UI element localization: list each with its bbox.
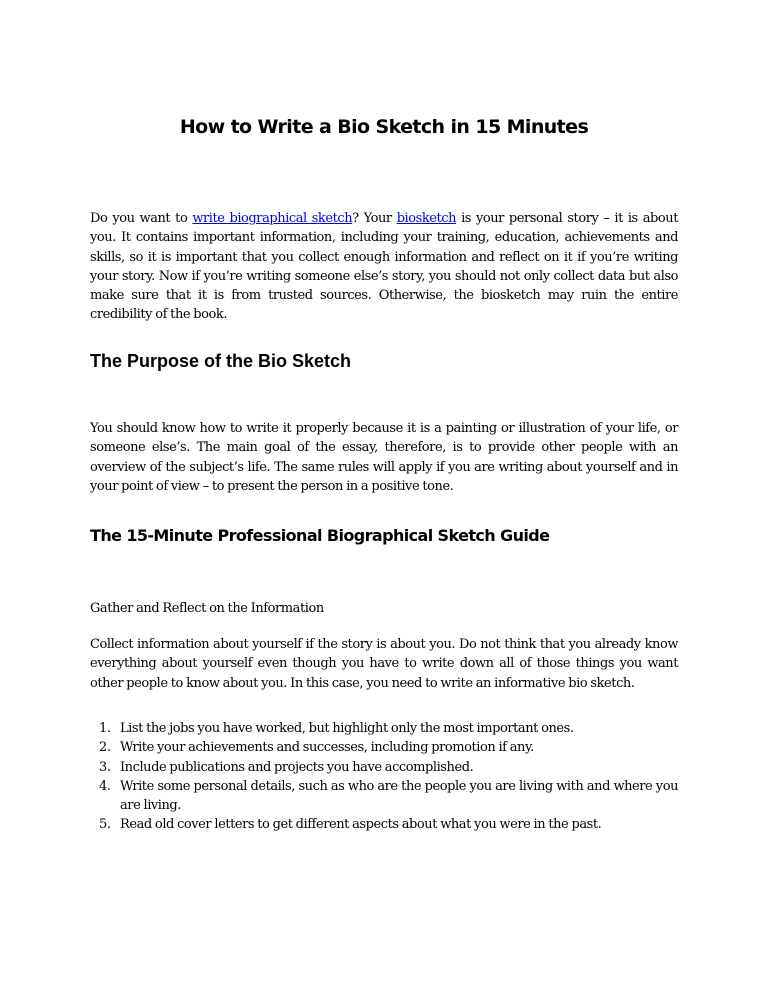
- purpose-heading: The Purpose of the Bio Sketch: [90, 351, 352, 371]
- list-item-number: 1.: [99, 721, 111, 736]
- list-item: [90, 777, 678, 816]
- list-item: [90, 758, 678, 777]
- list-item-number: 4.: [99, 778, 111, 794]
- intro-text-1: Do you want to: [90, 211, 193, 226]
- purpose-paragraph: You should know how to write it properly because it is a painting or illustration of your life, or someone else’s. The main goal of the essay, therefore, is to provide other people with an overview of the subject’s life. The same rules will apply if you are writing about yourself and in your point of view – to present the person in a positive tone.: [90, 421, 678, 494]
- list-item-number: 3.: [99, 759, 111, 775]
- list-item: [90, 738, 678, 757]
- intro-paragraph: [90, 209, 678, 325]
- intro-text-3: is your personal story – it is about you. It contains important information, including your training, education, achievements and skills, so it is important that you collect enough information and reflect on it if you’re writing your story. Now if you’re writing someone else’s story, you should not only collect data but also make sure that it is from trusted sources. Otherwise, the biosketch may ruin the entire credibility of the book.: [90, 211, 678, 323]
- guide-heading: The 15-Minute Professional Biographical Sketch Guide: [90, 526, 550, 545]
- guide-subheading: Gather and Reflect on the Information: [90, 601, 324, 616]
- biosketch-link[interactable]: biosketch: [396, 211, 457, 226]
- document-title: How to Write a Bio Sketch in 15 Minutes: [179, 116, 589, 138]
- steps-list: [90, 719, 678, 835]
- list-item-text: Write some personal details, such as who are the people you are living with and where you are living.: [120, 778, 678, 814]
- list-item-text: Write your achievements and successes, including promotion if any.: [120, 740, 534, 756]
- list-item: [90, 719, 678, 738]
- list-item: [90, 815, 678, 834]
- list-item-number: 2.: [99, 740, 111, 756]
- document-page: [90, 0, 678, 994]
- list-item-number: 5.: [99, 817, 111, 833]
- write-biographical-sketch-link[interactable]: write biographical sketch: [192, 211, 353, 226]
- list-item-text: List the jobs you have worked, but highlight only the most important ones.: [120, 721, 574, 736]
- intro-text-2: ? Your: [352, 211, 397, 226]
- guide-paragraph: Collect information about yourself if the story is about you. Do not think that you already know everything about yourself even though you have to write down all of those things you want other people to know about you. In this case, you need to write an informative bio sketch.: [90, 637, 678, 691]
- list-item-text: Include publications and projects you have accomplished.: [120, 759, 474, 775]
- list-item-text: Read old cover letters to get different aspects about what you were in the past.: [120, 817, 602, 833]
